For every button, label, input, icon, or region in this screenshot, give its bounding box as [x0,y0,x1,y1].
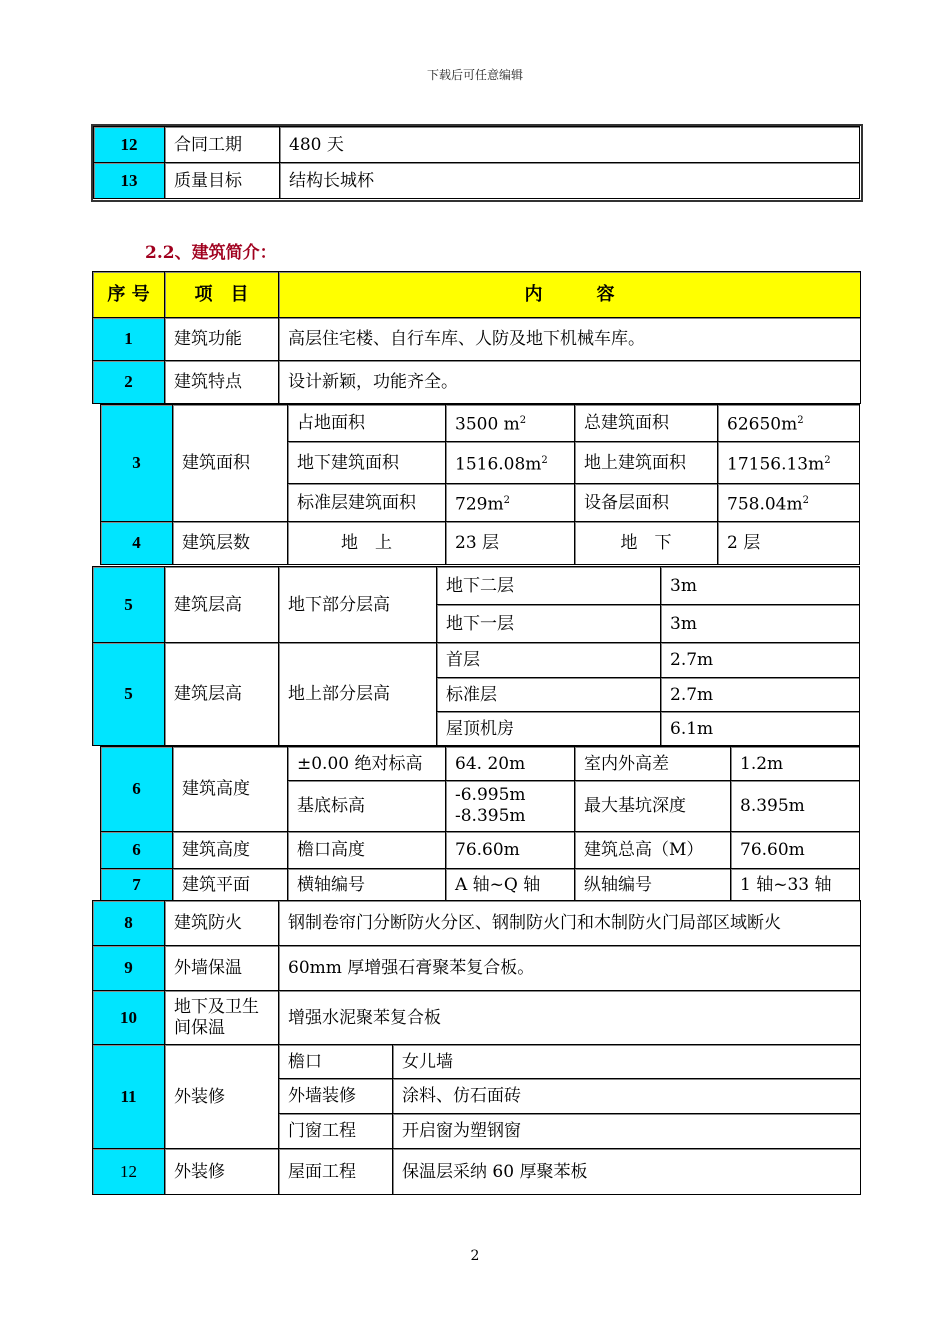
row-item: 建筑平面 [173,869,288,901]
cell-value: 2 层 [718,522,860,565]
table-row [94,127,860,163]
row-number: 10 [93,991,165,1045]
table-row [93,567,860,605]
row-number: 3 [101,405,173,522]
page-header-note: 下载后可任意编辑 [426,68,523,82]
row-item: 合同工期 [165,127,280,163]
cell-label: 室内外高差 [575,747,731,781]
row-content: 钢制卷帘门分断防火分区、钢制防火门和木制防火门局部区域断火 [279,901,861,946]
floor-height-table [92,566,860,746]
cell-value: 23 层 [446,522,575,565]
col-header-item: 项 目 [165,272,279,318]
cell-value [718,405,860,442]
cell-value: 保温层采纳 60 厚聚苯板 [393,1149,861,1195]
cell-value: 1 轴~33 轴 [731,869,860,901]
table-row [94,163,860,199]
cell-value: 涂料、仿石面砖 [393,1079,861,1114]
cell-value: 1.2m [731,747,860,781]
table-row [93,1045,861,1079]
row-item: 外装修 [165,1045,279,1149]
table-row [101,869,860,901]
cell-label: 地下二层 [437,567,661,605]
unit-superscript: 2 [797,415,804,427]
table-row [101,747,860,781]
cell-label: 外墙装修 [279,1079,393,1114]
row-number: 2 [93,361,165,404]
unit-superscript: 2 [541,454,548,466]
cell-label: 最大基坑深度 [575,781,731,832]
row-item: 地下及卫生间保温 [165,991,279,1045]
cell-label: 设备层面积 [575,484,718,522]
unit-superscript: 2 [802,494,809,506]
cell-value-text: 3500 m [455,414,520,435]
cell-value: A 轴~Q 轴 [446,869,575,901]
cell-label: 首层 [437,643,661,678]
cell-value: 76.60m [731,832,860,869]
cell-value-text: 62650m [727,414,798,435]
row-item: 建筑特点 [165,361,279,404]
table-row [101,832,860,869]
row-item: 建筑高度 [173,747,288,832]
row-content: 结构长城杯 [280,163,860,199]
cell-label: 檐口 [279,1045,393,1079]
row-content: 480 天 [280,127,860,163]
row-item: 建筑层高 [165,567,279,643]
table-row [93,361,861,404]
table-row [93,901,861,946]
cell-value: 8.395m [731,781,860,832]
cell-label: 基底标高 [288,781,446,832]
row-item: 建筑层高 [165,643,279,746]
row-item: 质量目标 [165,163,280,199]
row-number: 5 [93,567,165,643]
row-content: 设计新颖，功能齐全。 [279,361,861,404]
cell-label: 占地面积 [288,405,446,442]
row-content: 高层住宅楼、自行车库、人防及地下机械车库。 [279,318,861,361]
cell-label: 地下建筑面积 [288,442,446,484]
cell-label: 地 上 [288,522,446,565]
table-row [93,318,861,361]
page-number: 2 [470,1248,480,1264]
row-number: 6 [101,832,173,869]
building-table-head [92,271,861,404]
table-row [101,522,860,565]
unit-superscript: 2 [824,454,831,466]
row-content: 60mm 厚增强石膏聚苯复合板。 [279,946,861,991]
cell-label: 檐口高度 [288,832,446,869]
row-subitem: 地上部分层高 [279,643,437,746]
cell-value [446,781,575,832]
unit-superscript: 2 [503,494,510,506]
cell-value: 女儿墙 [393,1045,861,1079]
cell-label: 总建筑面积 [575,405,718,442]
cell-value [446,484,575,522]
cell-label: 纵轴编号 [575,869,731,901]
height-table [100,746,860,901]
row-item: 建筑防火 [165,901,279,946]
cell-label: 地上建筑面积 [575,442,718,484]
cell-label: 标准层建筑面积 [288,484,446,522]
col-header-no: 序 号 [93,272,165,318]
row-number: 6 [101,747,173,832]
cell-value: 3m [661,605,860,643]
unit-superscript: 2 [519,415,527,427]
cell-value-line: -8.395m [455,806,526,826]
row-item: 建筑层数 [173,522,288,565]
cell-value-text: 17156.13m [727,454,825,475]
row-number: 1 [93,318,165,361]
table-row [101,405,860,442]
table-header-row [93,272,861,318]
row-item: 建筑面积 [173,405,288,522]
cell-label: 地 下 [575,522,718,565]
row-number: 4 [101,522,173,565]
row-number: 13 [94,163,165,199]
cell-label: 建筑总高（M） [575,832,731,869]
cell-label: 屋顶机房 [437,712,661,746]
cell-value [718,442,860,484]
cell-value [446,405,575,442]
cell-value: 开启窗为塑钢窗 [393,1114,861,1149]
area-table [100,404,860,565]
cell-value: 64. 20m [446,747,575,781]
cell-value: 76.60m [446,832,575,869]
table-row [93,643,860,678]
cell-value: 3m [661,567,860,605]
table-row [93,1149,861,1195]
cell-value-line: -6.995m [455,785,526,805]
cell-value-text: 729m [455,494,504,515]
row-number: 12 [93,1149,165,1195]
row-number: 8 [93,901,165,946]
row-number: 11 [93,1045,165,1149]
row-item: 外装修 [165,1149,279,1195]
row-number: 9 [93,946,165,991]
row-number: 5 [93,643,165,746]
top-table [93,126,860,199]
cell-label: ±0.00 绝对标高 [288,747,446,781]
row-item: 建筑高度 [173,832,288,869]
cell-value: 2.7m [661,643,860,678]
table-row [93,991,861,1045]
cell-value: 2.7m [661,678,860,712]
row-item: 建筑功能 [165,318,279,361]
cell-label: 门窗工程 [279,1114,393,1149]
row-content: 增强水泥聚苯复合板 [279,991,861,1045]
cell-value-text: 758.04m [727,494,803,515]
cell-label: 屋面工程 [279,1149,393,1195]
cell-label: 标准层 [437,678,661,712]
cell-label: 横轴编号 [288,869,446,901]
finish-table [92,900,861,1195]
cell-value: 6.1m [661,712,860,746]
cell-value [446,442,575,484]
cell-value-text: 1516.08m [455,454,542,475]
cell-label: 地下一层 [437,605,661,643]
row-item: 外墙保温 [165,946,279,991]
row-number: 7 [101,869,173,901]
col-header-content: 内 容 [279,272,861,318]
row-number: 12 [94,127,165,163]
cell-value [718,484,860,522]
table-row [93,946,861,991]
section-title: 2.2、建筑简介： [145,243,277,263]
row-subitem: 地下部分层高 [279,567,437,643]
